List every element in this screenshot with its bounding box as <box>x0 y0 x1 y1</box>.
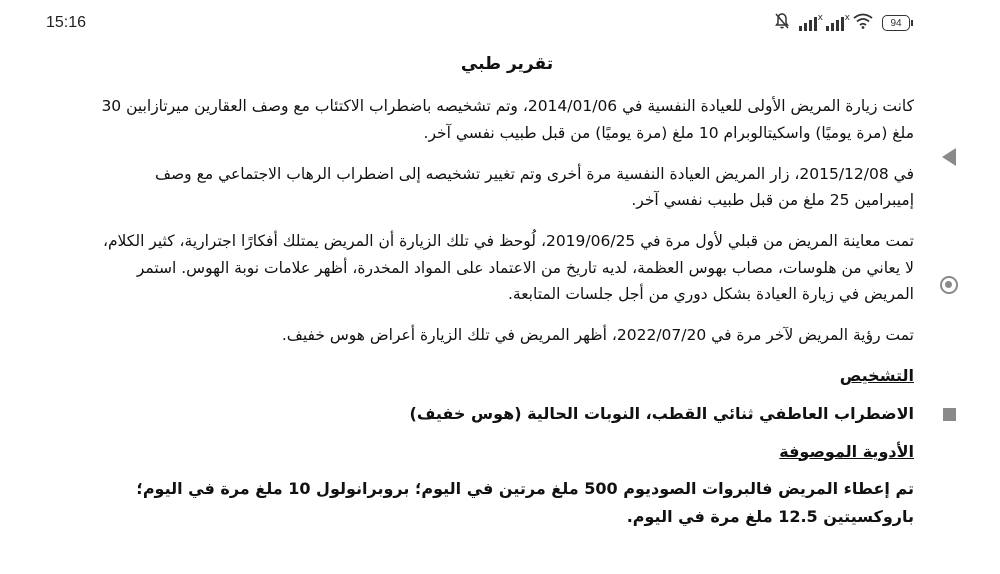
paragraph-third-visit: تمت معاينة المريض من قبلي لأول مرة في 2019/06/25، لُوحظ في تلك الزيارة أن المريض يمتلك أفكارًا اجترارية، كثير الكلام، لا يعاني من هلوسات، مصاب بهوس العظمة، لديه تاريخ من الاعتماد على المواد المخدرة، أظهر علامات نوبة الهوس. استمر المريض في زيارة العيادة بشكل دوري من أجل جلسات المتابعة. <box>102 231 914 304</box>
diagnosis-heading: التشخيص <box>839 366 914 386</box>
recent-apps-icon[interactable] <box>943 408 956 421</box>
signal-icon: x <box>799 15 817 31</box>
navigation-bar <box>940 90 1000 574</box>
paragraph-last-visit: تمت رؤية المريض لآخر مرة في 2022/07/20، أظهر المريض في تلك الزيارة أعراض هوس خفيف. <box>281 325 914 344</box>
paragraph-first-visit: كانت زيارة المريض الأولى للعيادة النفسية في 2014/01/06، وتم تشخيصه باضطراب الاكتئاب مع وصف العقارين ميرتازابين 30 ملغ (مرة يوميًا) واسكيتالوبرام 10 ملغ (مرة يوميًا) من قبل طبيب نفسي آخر. <box>101 97 914 142</box>
wifi-icon <box>853 13 873 33</box>
status-icons <box>774 12 910 34</box>
battery-icon: 94 <box>882 15 910 31</box>
diagnosis-text: الاضطراب العاطفي ثنائي القطب، النوبات الحالية (هوس خفيف) <box>409 404 914 423</box>
signal-icon: x <box>826 15 844 31</box>
status-bar <box>0 0 1000 48</box>
back-icon[interactable] <box>942 148 956 166</box>
report-title: تقرير طبي <box>460 54 554 74</box>
home-icon[interactable] <box>940 276 958 294</box>
medical-report <box>100 44 914 540</box>
medications-heading: الأدوية الموصوفة <box>779 441 914 461</box>
mute-bell-icon <box>774 12 790 34</box>
status-time: 15:16 <box>46 14 87 31</box>
medications-text: تم إعطاء المريض فالبروات الصوديوم 500 ملغ مرتين في اليوم؛ بروبرانولول 10 ملغ مرة في اليوم؛ باروكسيتين 12.5 ملغ مرة في اليوم. <box>136 479 914 526</box>
paragraph-second-visit: في 2015/12/08، زار المريض العيادة النفسية مرة أخرى وتم تغيير تشخيصه إلى اضطراب الرهاب الاجتماعي مع وصف إميبرامين 25 ملغ من قبل طبيب نفسي آخر. <box>154 164 914 210</box>
